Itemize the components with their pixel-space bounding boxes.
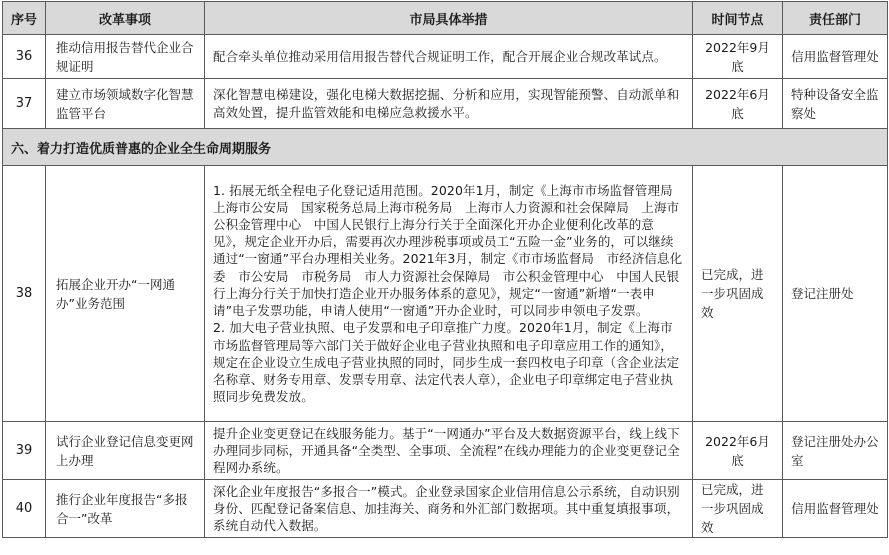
- table-row: [3, 79, 888, 129]
- row-measures: [205, 166, 693, 422]
- measure-paragraph: 2. 加大电子营业执照、电子发票和电子印章推广力度。2020年1月，制定《上海市市场监督管理局等六部门关于做好企业电子营业执照和电子印章应用工作的通知》，规定在企业设立生成电子营业执照的同时，同步生成一套四枚电子印章（含企业法定名称章、财务专用章、发票专用章、法定代表人章），企业电子印章绑定电子营业执照同步免费发放。: [213, 320, 680, 405]
- reform-measures-table: [2, 1, 887, 553]
- row-dept: 登记注册处: [783, 166, 888, 422]
- measure-paragraph: 提升企业变更登记在线服务能力。基于“一网通办”平台及大数据资源平台，线上线下办理同步同标，开通具备“全类型、全事项、全流程”在线办理能力的企业变更登记全程网办系统。: [213, 425, 680, 476]
- header-measures: 市局具体举措: [205, 2, 693, 35]
- table-row: [3, 166, 888, 422]
- row-measures: [205, 79, 693, 129]
- table-row: [3, 480, 888, 538]
- row-time: 2022年6月底: [693, 422, 783, 480]
- row-dept: 登记注册处办公室: [783, 422, 888, 480]
- section-row: [3, 129, 888, 166]
- header-item: 改革事项: [46, 2, 205, 35]
- row-time: 已完成，进一步巩固成效: [693, 480, 783, 538]
- row-time: 2022年6月底: [693, 79, 783, 129]
- section-title: 六、着力打造优质普惠的企业全生命周期服务: [3, 129, 888, 166]
- measure-paragraph: 1. 拓展无纸全程电子化登记适用范围。2020年1月，制定《上海市市场监督管理局 上海市公安局 国家税务总局上海市税务局 上海市人力资源和社会保障局 上海市公积金管理中心 中国人民银行上海分行关于全面深化开办企业便利化改革的意见》，规定企业开办后，需要再次办理涉税事项或员工“五险一金”业务的，可以继续通过“一窗通”平台办理相关业务。2021年3月，制定《市市场监督局 市经济信息化委 市公安局 市税务局 市人力资源社会保障局 市公积金管理中心 中国人民银行上海分行关于加快打造企业开办服务体系的意见》，规定“一窗通”新增“一表申请”电子发票功能，申请人使用“一窗通”开办企业时，可以同步申领电子发票。: [213, 182, 686, 319]
- row-seq: 39: [3, 422, 46, 480]
- row-time: 2022年9月底: [693, 35, 783, 79]
- row-dept: 信用监督管理处: [783, 35, 888, 79]
- measure-paragraph: 深化企业年度报告“多报合一”模式。企业登录国家企业信用信息公示系统，自动识别身份、匹配登记备案信息、加挂海关、商务和外汇部门数据项。其中重复填报事项，系统自动代入数据。: [213, 483, 680, 534]
- row-item: 试行企业登记信息变更网上办理: [46, 422, 205, 480]
- header-time: 时间节点: [693, 2, 783, 35]
- row-measures: [205, 422, 693, 480]
- measure-paragraph: 配合牵头单位推动采用信用报告替代合规证明工作，配合开展企业合规改革试点。: [213, 48, 667, 64]
- table-row: [3, 422, 888, 480]
- measure-paragraph: 深化智慧电梯建设，强化电梯大数据挖掘、分析和应用，实现智能预警、自动派单和高效处置，提升监管效能和电梯应急救援水平。: [213, 87, 680, 120]
- row-measures: [205, 480, 693, 538]
- row-measures: [205, 35, 693, 79]
- row-seq: 37: [3, 79, 46, 129]
- header-seq: 序号: [3, 2, 46, 35]
- row-seq: 36: [3, 35, 46, 79]
- row-item: 推动信用报告替代企业合规证明: [46, 35, 205, 79]
- row-dept: 特种设备安全监察处: [783, 79, 888, 129]
- row-item: 拓展企业开办“一网通办”业务范围: [46, 166, 205, 422]
- table-header-row: [3, 2, 888, 35]
- row-dept: 信用监督管理处: [783, 480, 888, 538]
- row-seq: 40: [3, 480, 46, 538]
- row-time: 已完成，进一步巩固成效: [693, 166, 783, 422]
- row-item: 推行企业年度报告“多报合一”改革: [46, 480, 205, 538]
- table-row: [3, 35, 888, 79]
- header-dept: 责任部门: [783, 2, 888, 35]
- row-item: 建立市场领域数字化智慧监管平台: [46, 79, 205, 129]
- row-seq: 38: [3, 166, 46, 422]
